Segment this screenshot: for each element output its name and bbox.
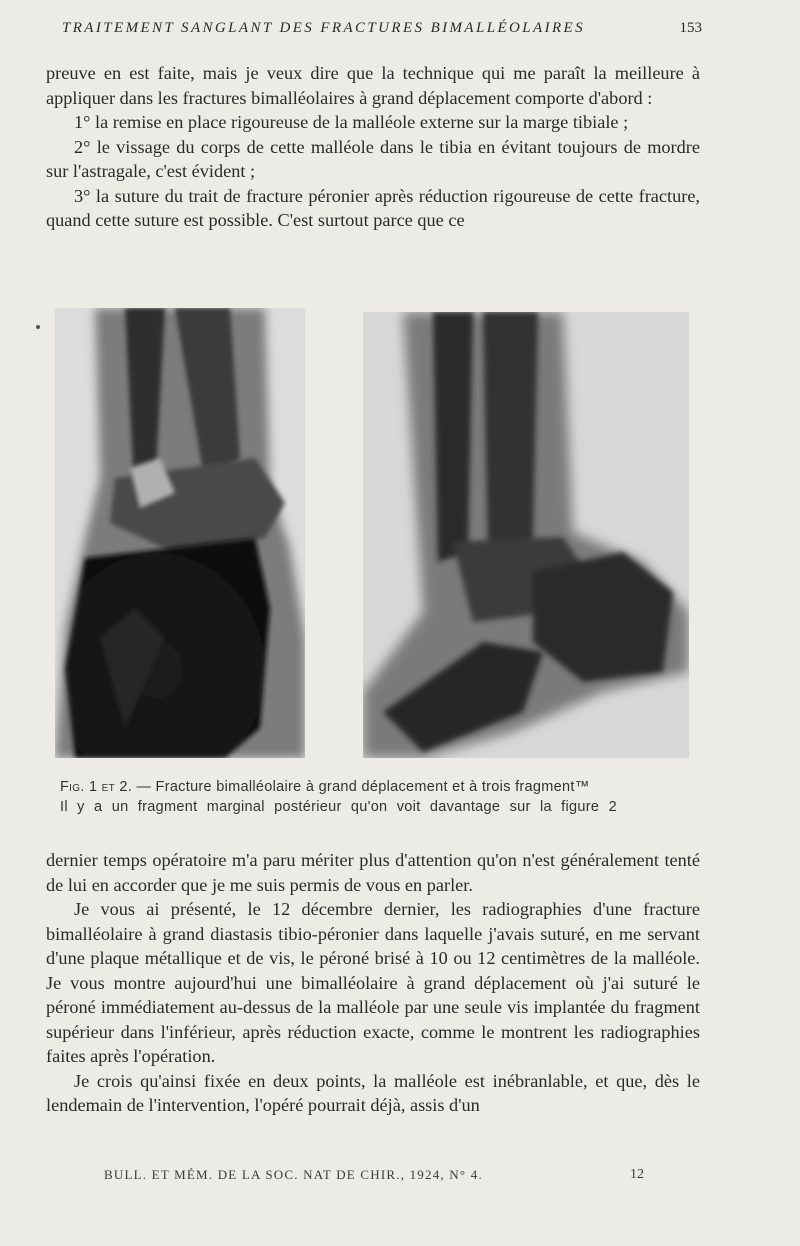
xray-figure-2 [363,312,689,758]
paragraph: Je vous ai présenté, le 12 décembre dernier, les radiographies d'une fracture bimalléolaire à grand diastasis tibio-péronier dans laquelle j'avais suturé, en me servant d'une plaque métallique et de vis, le péroné brisé à 10 ou 12 centimètres de la malléole. Je vous montre aujourd'hui une bimalléolaire à grand déplacement où j'ai suturé le péroné immédiatement au-dessus de la malléole par une seule vis implantée du fragment supérieur dans l'inférieur, après réduction exacte, comme le montrent les radiographies faites après l'opération. [46,899,700,1066]
paragraph: dernier temps opératoire m'a paru mériter plus d'attention qu'on n'est généralement tenté de lui en accorder que je me suis permis de vous en parler. [46,850,700,895]
signature-mark: 12 [630,1167,644,1182]
xray-image-lateral [363,312,689,758]
page-number: 153 [679,20,702,36]
bulletin-reference: BULL. ET MÉM. DE LA SOC. NAT DE CHIR., 1924, N° 4. [104,1167,483,1182]
running-head [62,20,702,44]
caption-label: Fig. 1 et 2. [60,779,133,795]
caption-text-1: — Fracture bimalléolaire à grand déplacement et à trois fragment™ [132,779,590,795]
xray-figure-1 [55,308,305,758]
caption-line-2: Il y a un fragment marginal postérieur qu'on voit davantage sur la figure 2 [60,799,617,815]
xray-image-frontal [55,308,305,758]
figure-caption [60,777,700,817]
body-text-bottom [46,848,700,1118]
print-speck [36,325,40,329]
running-title: TRAITEMENT SANGLANT DES FRACTURES BIMALLÉOLAIRES [62,20,585,36]
paragraph: preuve en est faite, mais je veux dire que la technique qui me paraît la meilleure à appliquer dans les fractures bimalléolaires à grand déplacement comporte d'abord : [46,63,700,108]
body-text-top [46,61,700,233]
paragraph: Je crois qu'ainsi fixée en deux points, la malléole est inébranlable, et que, dès le lendemain de l'intervention, l'opéré pourrait déjà, assis d'un [46,1070,700,1115]
list-item: 3° la suture du trait de fracture péronier après réduction rigoureuse de cette fracture, quand cette suture est possible. C'est surtout parce que ce [46,185,700,230]
list-item: 1° la remise en place rigoureuse de la malléole externe sur la marge tibiale ; [74,112,629,132]
caption-line-1 [60,777,700,797]
list-item: 2° le vissage du corps de cette malléole dans le tibia en évitant toujours de mordre sur l'astragale, c'est évident ; [46,136,700,181]
